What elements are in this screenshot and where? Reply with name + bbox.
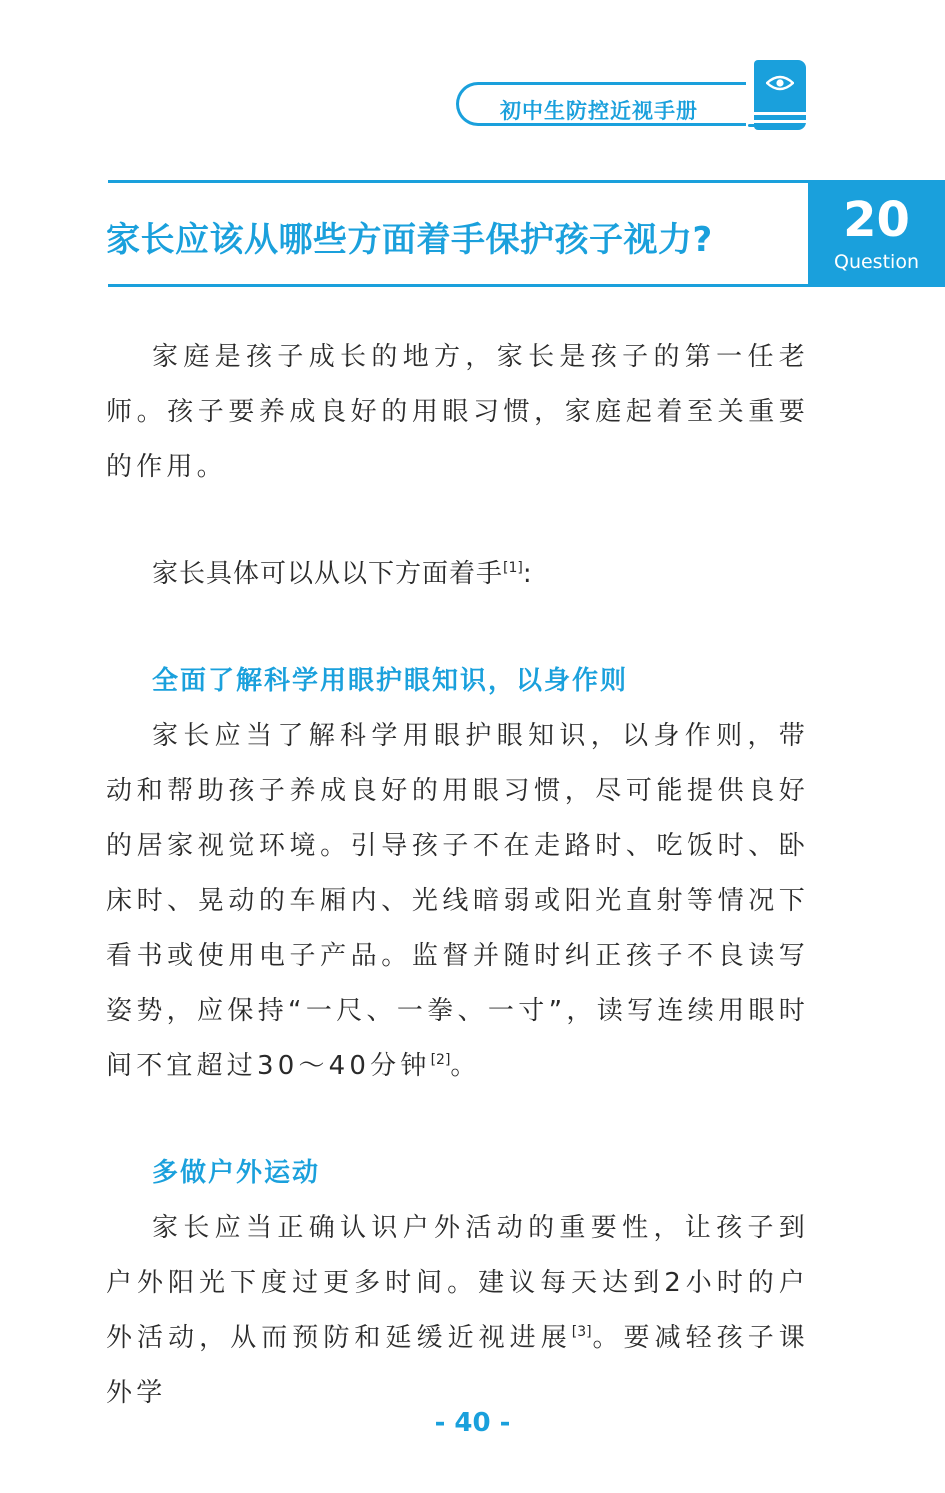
question-number-box bbox=[808, 180, 945, 287]
reference-1: [1] bbox=[503, 560, 523, 576]
booklet-title: 初中生防控近视手册 bbox=[500, 99, 698, 123]
question-title: 家长应该从哪些方面着手保护孩子视力? bbox=[106, 220, 713, 260]
section-heading-knowledge: 全面了解科学用眼护眼知识，以身作则 bbox=[152, 666, 629, 696]
page-number: - 40 - bbox=[434, 1408, 511, 1438]
article-body bbox=[106, 330, 809, 1421]
book-page-line bbox=[748, 112, 806, 115]
reference-2: [2] bbox=[430, 1052, 451, 1068]
title-rule-bottom bbox=[108, 284, 808, 287]
eye-icon bbox=[766, 74, 794, 92]
title-rule-top bbox=[108, 180, 808, 183]
reference-3: [3] bbox=[571, 1324, 592, 1340]
header-dash bbox=[710, 82, 740, 85]
section2-text: 家长应当正确认识户外活动的重要性，让孩子到户外阳光下度过更多时间。建议每天达到2小时的户外活动，从而预防和延缓近视进展 bbox=[106, 1213, 809, 1353]
lead-colon: : bbox=[522, 559, 533, 589]
section-text-knowledge bbox=[106, 709, 809, 1094]
section1-end: 。 bbox=[450, 1051, 481, 1081]
lead-text: 家长具体可以从以下方面着手 bbox=[152, 559, 504, 589]
section-heading-outdoor: 多做户外运动 bbox=[152, 1158, 321, 1188]
section2-end: 。要减轻孩子课外学 bbox=[106, 1323, 809, 1408]
section-text-outdoor bbox=[106, 1201, 809, 1421]
book-page-line bbox=[748, 120, 806, 123]
question-number: 20 bbox=[843, 192, 910, 248]
paragraph-lead bbox=[106, 547, 809, 602]
paragraph-intro: 家庭是孩子成长的地方，家长是孩子的第一任老师。孩子要养成良好的用眼习惯，家庭起着至关重要的作用。 bbox=[106, 342, 809, 482]
section1-text: 家长应当了解科学用眼护眼知识，以身作则，带动和帮助孩子养成良好的用眼习惯，尽可能提供良好的居家视觉环境。引导孩子不在走路时、吃饭时、卧床时、晃动的车厢内、光线暗弱或阳光直射等情况下看书或使用电子产品。监督并随时纠正孩子不良读写姿势，应保持“一尺、一拳、一寸”，读写连续用眼时间不宜超过30～40分钟 bbox=[106, 721, 809, 1081]
question-label: Question bbox=[834, 251, 919, 273]
booklet-header bbox=[456, 60, 808, 132]
header-dash bbox=[686, 82, 702, 85]
eye-book-icon bbox=[754, 60, 806, 130]
